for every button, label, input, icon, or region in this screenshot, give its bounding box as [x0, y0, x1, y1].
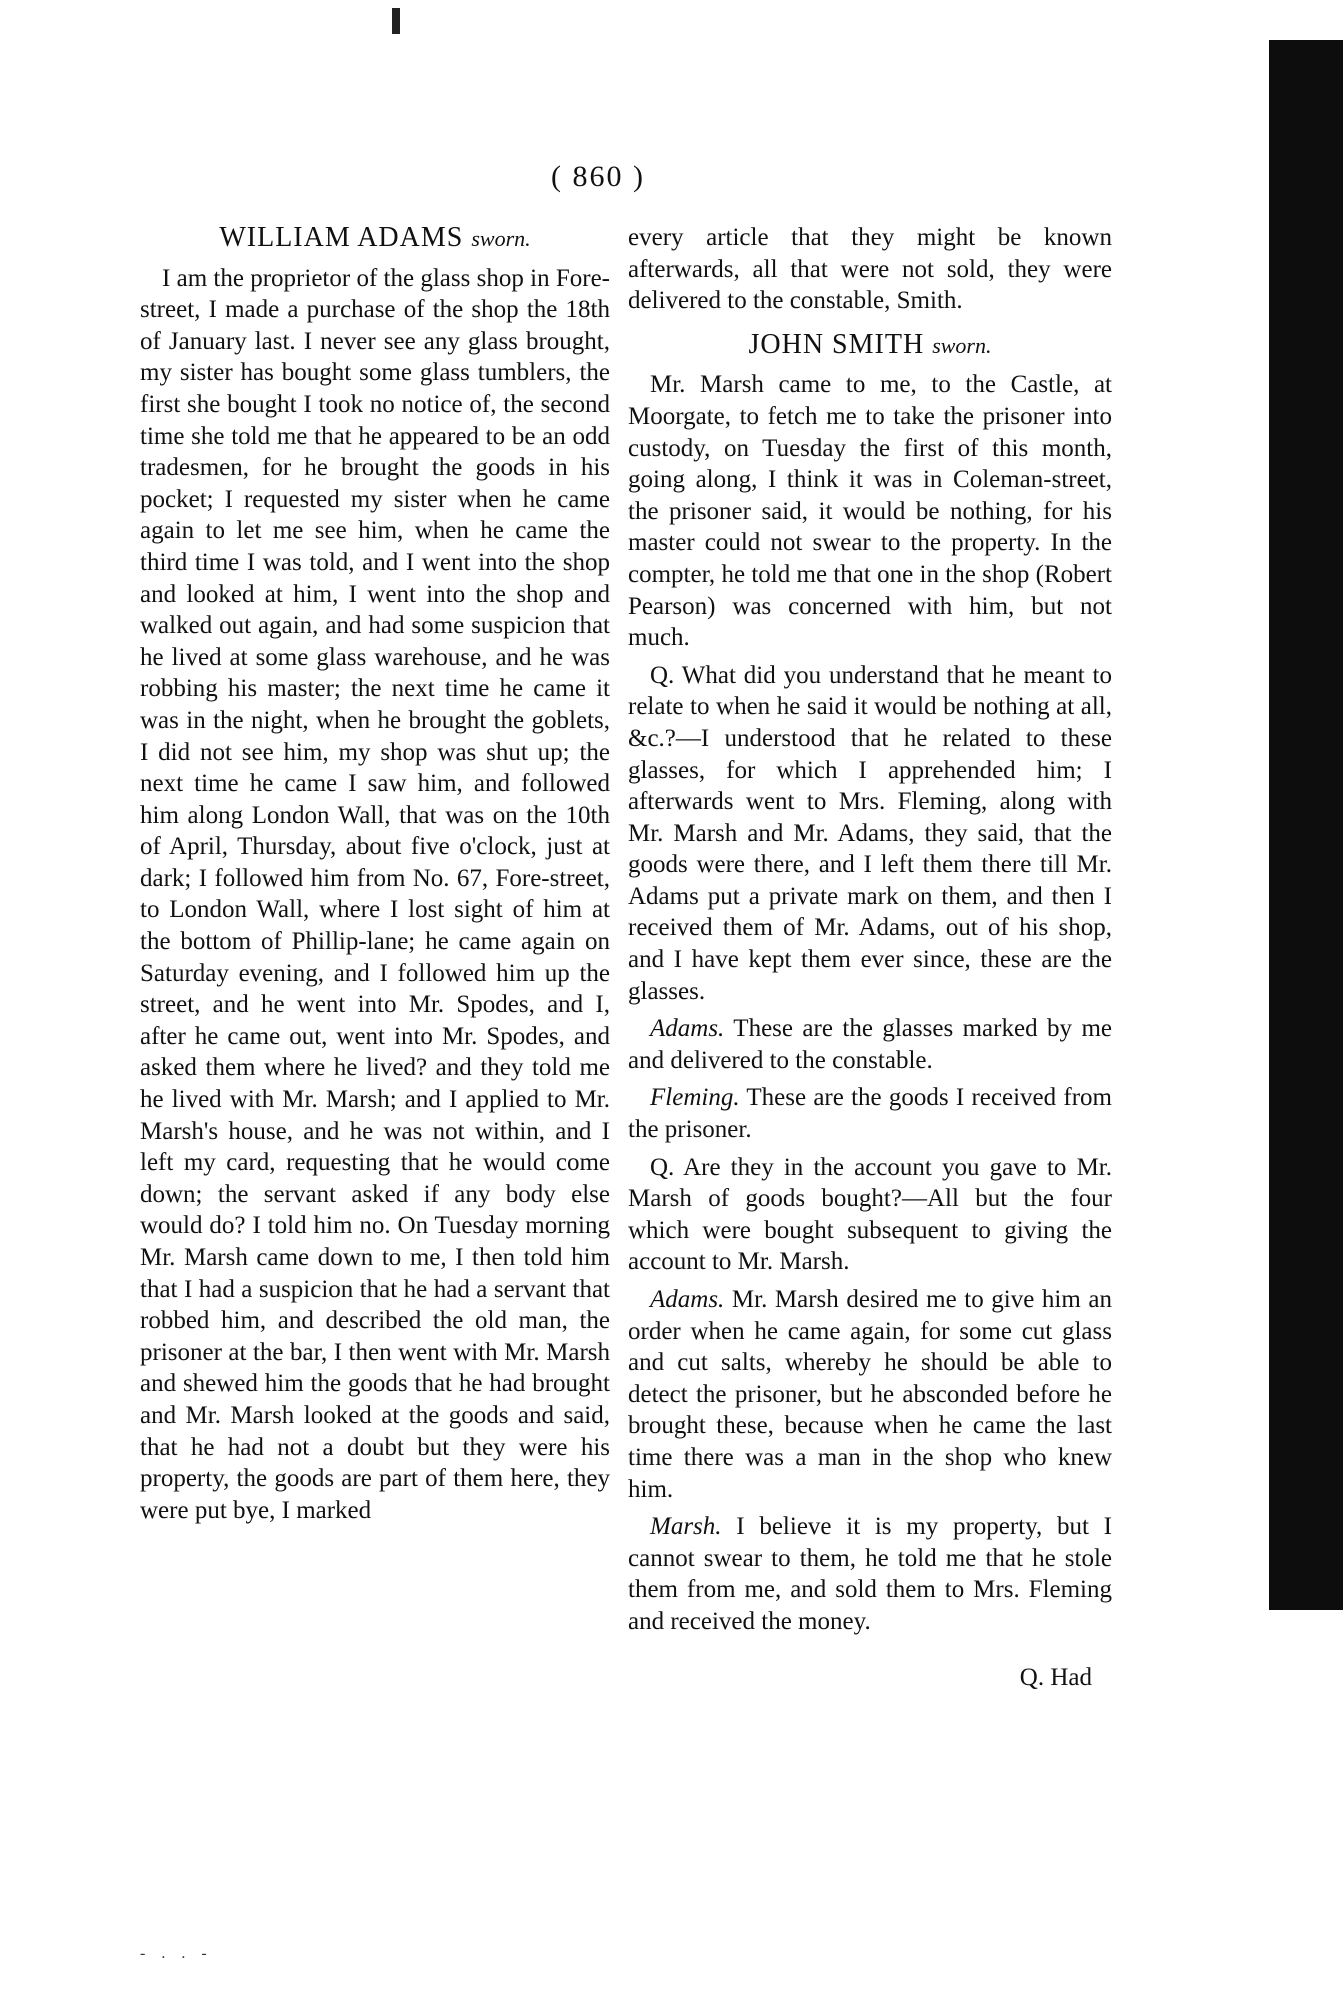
witness-heading-adams: [140, 222, 610, 255]
page-number: ( 860 ): [551, 160, 645, 193]
binding-mark: [392, 8, 400, 34]
sworn-label: sworn.: [471, 226, 531, 251]
statement-text: These are the glasses marked by me and delivered to the constable.: [628, 1015, 1112, 1074]
question-paragraph: Q. What did you understand that he meant to relate to when he said it would be nothing at all, &c.?—I understood that he related to these glasses, for which I apprehended him; I afterwards went to Mrs. Fleming, along with Mr. Marsh and Mr. Adams, they said, that the goods were there, and I left them there till Mr. Adams put a private mark on them, and then I received them of Mr. Adams, out of his shop, and I have kept them ever since, these are the glasses.: [628, 661, 1112, 1005]
adams-statement: [628, 1284, 1112, 1505]
fleming-statement: [628, 1082, 1112, 1145]
statement-text: I believe it is my property, but I cannot swear to them, he told me that he stole them from me, and sold them to Mrs. Fleming and received the money.: [628, 1513, 1112, 1635]
right-column: [628, 222, 1112, 1693]
witness-name: WILLIAM ADAMS: [219, 222, 464, 253]
sworn-label: sworn.: [932, 332, 992, 358]
statement-text: These are the goods I received from the prisoner.: [628, 1084, 1112, 1144]
adams-testimony: I am the proprietor of the glass shop in Fore-street, I made a purchase of the shop the 18th of January last. I never see any glass brought, my sister has bought some glass tumblers, the first she bought I took no notice of, the second time she told me that he appeared to be an odd tradesmen, for he brought the goods in his pocket; I requested my sister when he came again to let me see him, when he came the third time I was told, and I went into the shop and looked at him, I went into the shop and walked out again, and had some suspicion that he lived at some glass warehouse, and he was robbing his master; the next time he came it was in the night, when he brought the goblets, I did not see him, my shop was shut up; the next time he came I saw him, and followed him along London Wall, that was on the 10th of April, Thursday, about five o'clock, just at dark; I followed him from No. 67, Fore-street, to London Wall, where I lost sight of him at the bottom of Phillip-lane; he came again on Saturday evening, and I followed him up the street, and he went into Mr. Spodes, and I, after he came out, went into Mr. Spodes, and asked them where he lived? and they told me he lived with Mr. Marsh; and I applied to Mr. Marsh's house, and he was not within, and I left my card, requesting that he would come down; the servant asked if any body else would do? I told him no. On Tuesday morning Mr. Marsh came down to me, I then told him that I had a suspicion that he had a servant that robbed him, and described the old man, the prisoner at the bar, I then went with Mr. Marsh and shewed him the goods that he had brought and Mr. Marsh looked at the goods and said, that he had not a doubt but they were his property, the goods are part of them here, they were put bye, I marked: [140, 264, 610, 1524]
marsh-statement: [628, 1511, 1112, 1637]
catchword: Q. Had: [1019, 1663, 1092, 1691]
speaker-name: Adams.: [650, 1015, 725, 1043]
smith-testimony: Mr. Marsh came to me, to the Castle, at Moorgate, to fetch me to take the prisoner into custody, on Tuesday the first of this month, going along, I think it was in Coleman-street, the prisoner said, it would be nothing, for his master could not swear to the property. In the compter, he told me that one in the shop (Robert Pearson) was concerned with him, but not much.: [628, 371, 1112, 652]
left-column: [140, 222, 610, 1526]
speaker-name: Marsh.: [650, 1513, 722, 1541]
witness-name: JOHN SMITH: [748, 328, 925, 360]
adams-statement: [628, 1013, 1112, 1076]
question-paragraph: Q. Are they in the account you gave to Mr. Marsh of goods bought?—All but the four which were bought subsequent to giving the account to Mr. Marsh.: [628, 1153, 1112, 1276]
speaker-name: Fleming.: [650, 1084, 740, 1112]
statement-text: Mr. Marsh desired me to give him an order when he came again, for some cut glass and cut salts, whereby he should be able to detect the prisoner, but he absconded before he brought these, because when he came the last time there was a man in the shop who knew him.: [628, 1286, 1112, 1503]
adams-testimony-continuation: every article that they might be known afterwards, all that were not sold, they were delivered to the constable, Smith.: [628, 224, 1112, 315]
scan-edge-shadow: [1269, 40, 1343, 1610]
speaker-name: Adams.: [650, 1286, 725, 1313]
footer-marks: - . . -: [140, 1945, 213, 1962]
witness-heading-smith: [628, 329, 1112, 362]
